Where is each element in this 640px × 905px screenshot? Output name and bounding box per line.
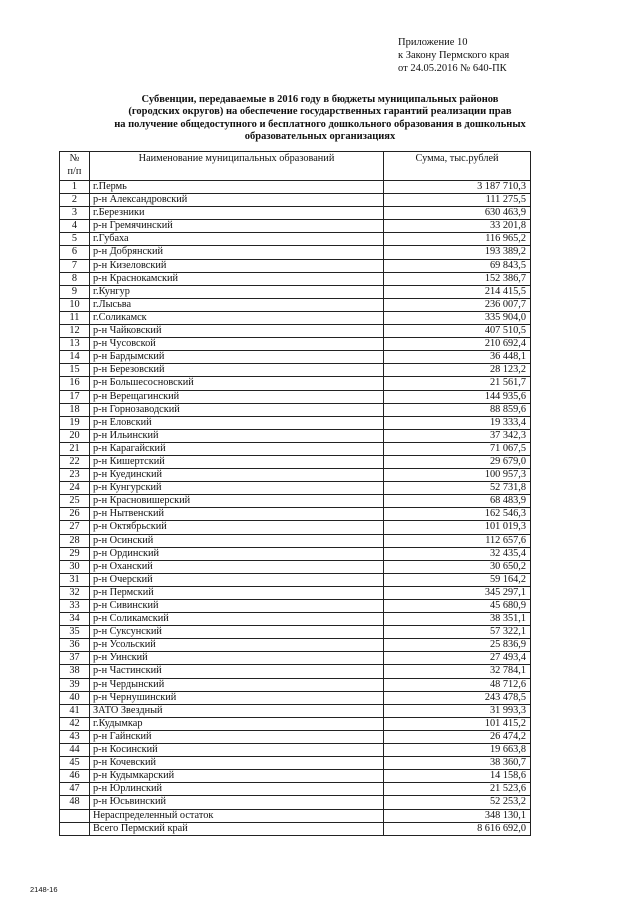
row-number-cell: 46 [60,770,90,783]
row-number-cell: 41 [60,704,90,717]
row-sum-cell: 100 957,3 [384,469,531,482]
header-number [60,152,90,181]
table-row [60,770,531,783]
row-name-cell: р-н Косинский [90,744,384,757]
header-number-line-2: п/п [67,166,82,177]
row-sum-cell: 38 351,1 [384,613,531,626]
row-sum-cell: 25 836,9 [384,639,531,652]
table-row [60,691,531,704]
row-number-cell: 22 [60,455,90,468]
row-number-cell: 45 [60,757,90,770]
row-name-cell: р-н Гайнский [90,730,384,743]
row-number-cell [60,809,90,822]
row-sum-cell: 236 007,7 [384,298,531,311]
row-number-cell: 14 [60,351,90,364]
row-sum-cell: 407 510,5 [384,325,531,338]
row-number-cell: 25 [60,495,90,508]
row-number-cell [60,822,90,835]
row-sum-cell: 21 523,6 [384,783,531,796]
row-name-cell: р-н Юсьвинский [90,796,384,809]
row-number-cell: 10 [60,298,90,311]
row-sum-cell: 45 680,9 [384,600,531,613]
row-sum-cell: 28 123,2 [384,364,531,377]
table-row [60,783,531,796]
table-row [60,717,531,730]
appendix-block [398,36,509,75]
table-row [60,521,531,534]
row-name-cell: р-н Ильинский [90,429,384,442]
row-number-cell: 23 [60,469,90,482]
table-row [60,285,531,298]
row-name-cell: р-н Александровский [90,194,384,207]
row-sum-cell: 101 019,3 [384,521,531,534]
row-sum-cell: 348 130,1 [384,809,531,822]
row-sum-cell: 243 478,5 [384,691,531,704]
table-body [60,181,531,836]
row-sum-cell: 19 663,8 [384,744,531,757]
row-sum-cell: 8 616 692,0 [384,822,531,835]
row-name-cell: р-н Добрянский [90,246,384,259]
appendix-line-1: Приложение 10 [398,37,468,48]
row-sum-cell: 335 904,0 [384,311,531,324]
title-line-3: на получение общедоступного и бесплатного дошкольного образования в дошкольных [114,118,526,130]
row-name-cell: ЗАТО Звездный [90,704,384,717]
row-sum-cell: 30 650,2 [384,560,531,573]
row-sum-cell: 162 546,3 [384,508,531,521]
row-sum-cell: 112 657,6 [384,534,531,547]
row-name-cell: р-н Куединский [90,469,384,482]
table-header [60,152,531,181]
table-row [60,272,531,285]
row-sum-cell: 116 965,2 [384,233,531,246]
appendix-line-2: к Закону Пермского края [398,50,510,61]
table-row [60,429,531,442]
table-row [60,626,531,639]
table-row [60,613,531,626]
row-number-cell: 9 [60,285,90,298]
row-sum-cell: 31 993,3 [384,704,531,717]
row-number-cell: 12 [60,325,90,338]
row-sum-cell: 14 158,6 [384,770,531,783]
table-row [60,495,531,508]
table-row [60,246,531,259]
row-name-cell: р-н Еловский [90,416,384,429]
row-name-cell: р-н Кизеловский [90,259,384,272]
row-number-cell: 5 [60,233,90,246]
table-row [60,311,531,324]
row-name-cell: р-н Горнозаводский [90,403,384,416]
row-name-cell: г.Соликамск [90,311,384,324]
row-name-cell: р-н Чернушинский [90,691,384,704]
table-row [60,377,531,390]
row-number-cell: 17 [60,390,90,403]
row-name-cell: р-н Кунгурский [90,482,384,495]
row-sum-cell: 32 435,4 [384,547,531,560]
table-row [60,351,531,364]
table-row [60,194,531,207]
table-row [60,665,531,678]
row-sum-cell: 32 784,1 [384,665,531,678]
row-sum-cell: 144 935,6 [384,390,531,403]
row-name-cell: р-н Кочевский [90,757,384,770]
table-row [60,547,531,560]
row-number-cell: 42 [60,717,90,730]
table-row [60,652,531,665]
row-name-cell: р-н Пермский [90,586,384,599]
table-row [60,220,531,233]
row-name-cell: г.Кудымкар [90,717,384,730]
row-sum-cell: 111 275,5 [384,194,531,207]
row-sum-cell: 37 342,3 [384,429,531,442]
row-sum-cell: 59 164,2 [384,573,531,586]
row-number-cell: 47 [60,783,90,796]
row-number-cell: 30 [60,560,90,573]
row-number-cell: 35 [60,626,90,639]
row-sum-cell: 69 843,5 [384,259,531,272]
row-sum-cell: 214 415,5 [384,285,531,298]
row-number-cell: 40 [60,691,90,704]
title-line-4: образовательных организациях [244,131,396,143]
row-sum-cell: 345 297,1 [384,586,531,599]
table-row [60,560,531,573]
row-number-cell: 13 [60,338,90,351]
row-name-cell: р-н Суксунский [90,626,384,639]
table-row [60,822,531,835]
row-number-cell: 27 [60,521,90,534]
table-row [60,573,531,586]
table-row [60,390,531,403]
table-row [60,757,531,770]
row-number-cell: 1 [60,181,90,194]
table-row [60,796,531,809]
row-number-cell: 16 [60,377,90,390]
row-sum-cell: 52 731,8 [384,482,531,495]
row-sum-cell: 38 360,7 [384,757,531,770]
table-row [60,586,531,599]
row-number-cell: 39 [60,678,90,691]
row-name-cell: р-н Осинский [90,534,384,547]
row-name-cell: р-н Частинский [90,665,384,678]
table-row [60,364,531,377]
row-number-cell: 34 [60,613,90,626]
row-sum-cell: 48 712,6 [384,678,531,691]
row-name-cell: г.Губаха [90,233,384,246]
table-row [60,639,531,652]
row-sum-cell: 630 463,9 [384,207,531,220]
row-name-cell: р-н Красновишерский [90,495,384,508]
header-sum: Сумма, тыс.рублей [384,152,531,181]
row-name-cell: р-н Бардымский [90,351,384,364]
table-row [60,416,531,429]
row-number-cell: 15 [60,364,90,377]
row-sum-cell: 36 448,1 [384,351,531,364]
row-number-cell: 8 [60,272,90,285]
table-row [60,338,531,351]
table-row [60,482,531,495]
row-number-cell: 29 [60,547,90,560]
row-name-cell: р-н Карагайский [90,442,384,455]
table-row [60,678,531,691]
row-name-cell: р-н Кудымкарский [90,770,384,783]
row-name-cell: Нераспределенный остаток [90,809,384,822]
row-name-cell: р-н Усольский [90,639,384,652]
row-number-cell: 19 [60,416,90,429]
row-number-cell: 44 [60,744,90,757]
row-number-cell: 38 [60,665,90,678]
header-number-line-1: № [69,153,80,164]
row-name-cell: г.Пермь [90,181,384,194]
table-row [60,325,531,338]
row-sum-cell: 27 493,4 [384,652,531,665]
row-number-cell: 36 [60,639,90,652]
title-line-2: (городских округов) на обеспечение государственных гарантий реализации прав [128,106,512,118]
row-number-cell: 43 [60,730,90,743]
row-name-cell: р-н Березовский [90,364,384,377]
table-row [60,259,531,272]
row-name-cell: р-н Большесосновский [90,377,384,390]
row-name-cell: р-н Краснокамский [90,272,384,285]
table-row [60,298,531,311]
row-name-cell: р-н Соликамский [90,613,384,626]
table-row [60,442,531,455]
header-name: Наименование муниципальных образований [90,152,384,181]
appendix-line-3: от 24.05.2016 № 640-ПК [398,63,507,74]
row-sum-cell: 19 333,4 [384,416,531,429]
row-number-cell: 20 [60,429,90,442]
row-name-cell: г.Лысьва [90,298,384,311]
row-sum-cell: 68 483,9 [384,495,531,508]
row-sum-cell: 71 067,5 [384,442,531,455]
row-number-cell: 37 [60,652,90,665]
row-number-cell: 2 [60,194,90,207]
table-row [60,455,531,468]
row-number-cell: 26 [60,508,90,521]
row-name-cell: р-н Оханский [90,560,384,573]
table-row [60,233,531,246]
row-name-cell: г.Березники [90,207,384,220]
footer-code: 2148-16 [30,885,58,894]
table-row [60,744,531,757]
row-name-cell: р-н Верещагинский [90,390,384,403]
row-name-cell: р-н Ординский [90,547,384,560]
row-sum-cell: 26 474,2 [384,730,531,743]
row-name-cell: г.Кунгур [90,285,384,298]
table-row [60,508,531,521]
row-number-cell: 32 [60,586,90,599]
row-name-cell: р-н Очерский [90,573,384,586]
row-sum-cell: 33 201,8 [384,220,531,233]
row-sum-cell: 193 389,2 [384,246,531,259]
row-sum-cell: 52 253,2 [384,796,531,809]
row-name-cell: р-н Сивинский [90,600,384,613]
table-row [60,469,531,482]
row-number-cell: 3 [60,207,90,220]
row-sum-cell: 152 386,7 [384,272,531,285]
row-sum-cell: 101 415,2 [384,717,531,730]
row-number-cell: 7 [60,259,90,272]
subvention-table [59,151,531,836]
row-sum-cell: 29 679,0 [384,455,531,468]
row-number-cell: 33 [60,600,90,613]
table-row [60,534,531,547]
row-sum-cell: 88 859,6 [384,403,531,416]
row-name-cell: р-н Юрлинский [90,783,384,796]
document-title [40,94,600,144]
table-row [60,600,531,613]
title-line-1: Субвенции, передаваемые в 2016 году в бюджеты муниципальных районов [141,94,499,105]
row-sum-cell: 57 322,1 [384,626,531,639]
row-name-cell: р-н Уинский [90,652,384,665]
row-number-cell: 6 [60,246,90,259]
row-name-cell: р-н Нытвенский [90,508,384,521]
row-number-cell: 21 [60,442,90,455]
table-row [60,730,531,743]
row-name-cell: р-н Чусовской [90,338,384,351]
row-number-cell: 11 [60,311,90,324]
row-sum-cell: 210 692,4 [384,338,531,351]
row-name-cell: р-н Октябрьский [90,521,384,534]
row-number-cell: 18 [60,403,90,416]
row-name-cell: р-н Чердынский [90,678,384,691]
row-number-cell: 28 [60,534,90,547]
table-row [60,181,531,194]
row-number-cell: 48 [60,796,90,809]
row-name-cell: р-н Кишертский [90,455,384,468]
table-row [60,809,531,822]
row-number-cell: 24 [60,482,90,495]
row-number-cell: 31 [60,573,90,586]
table-row [60,207,531,220]
row-sum-cell: 3 187 710,3 [384,181,531,194]
row-sum-cell: 21 561,7 [384,377,531,390]
row-name-cell: р-н Гремячинский [90,220,384,233]
table-row [60,704,531,717]
table-row [60,403,531,416]
row-number-cell: 4 [60,220,90,233]
row-name-cell: Всего Пермский край [90,822,384,835]
row-name-cell: р-н Чайковский [90,325,384,338]
